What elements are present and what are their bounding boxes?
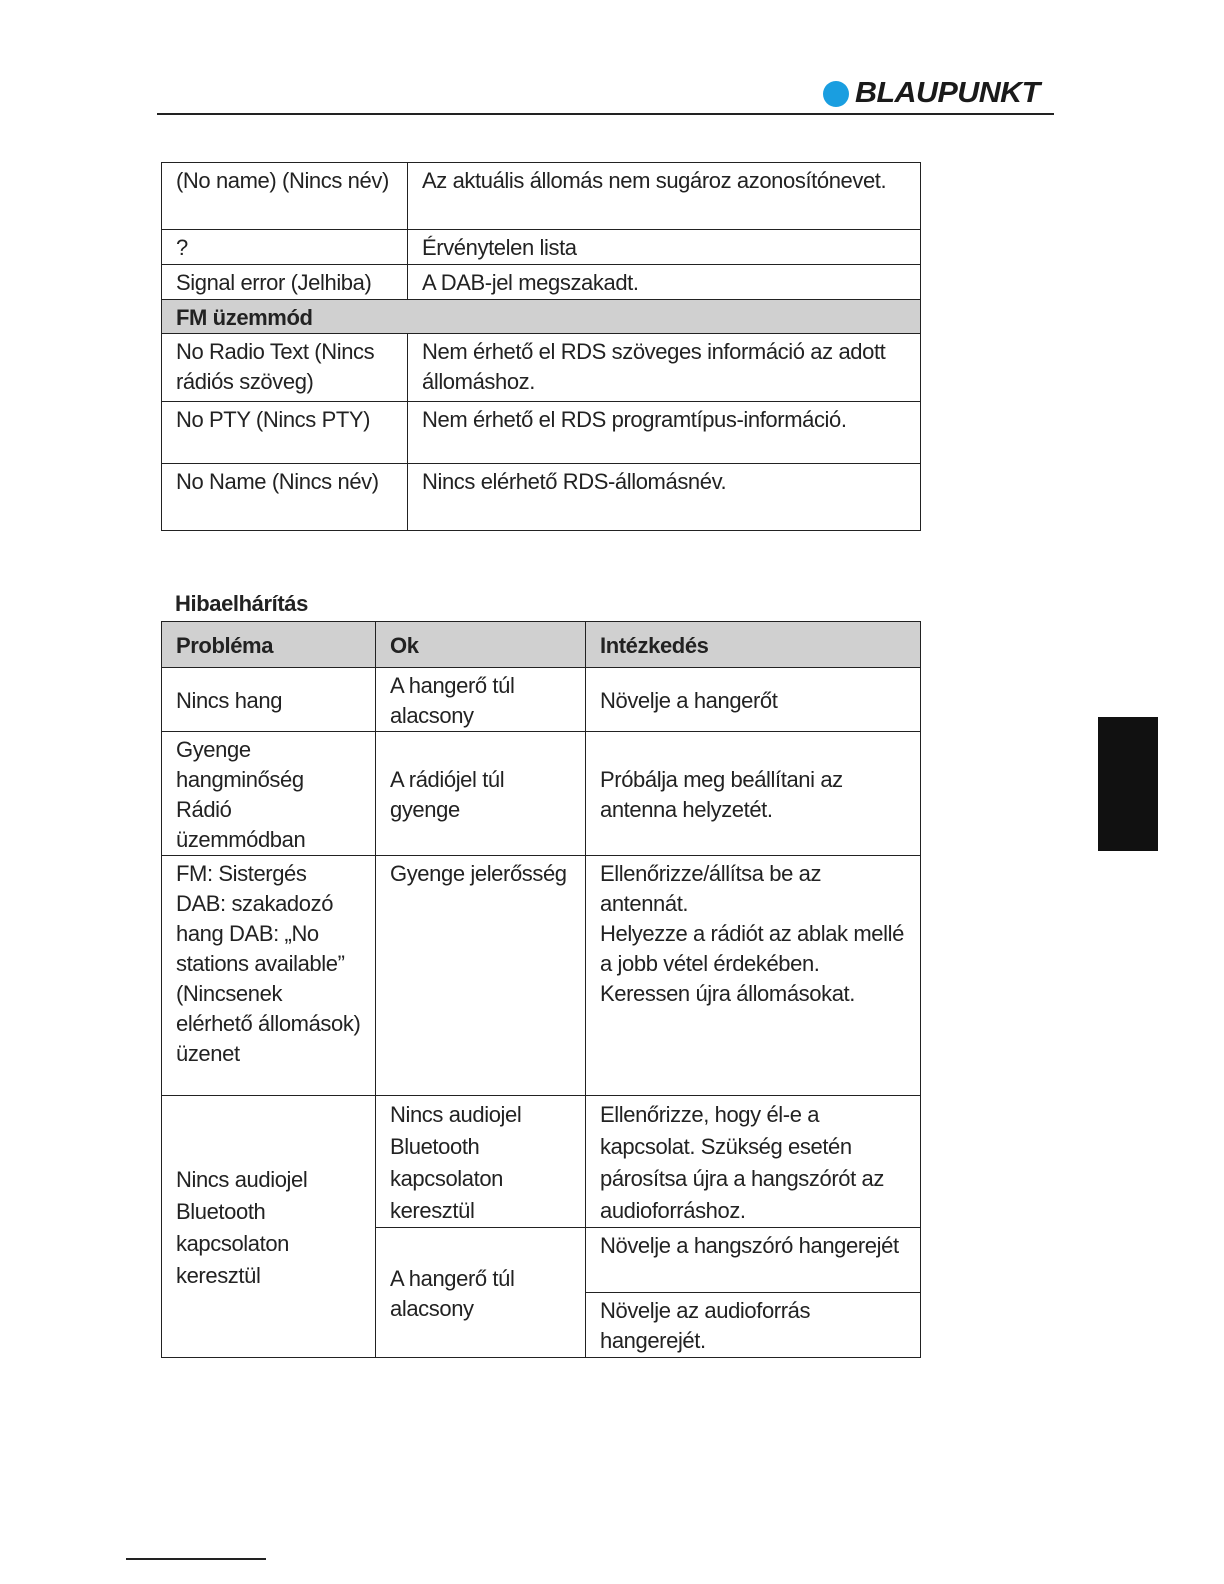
cause-cell: A hangerő túl alacsony bbox=[376, 668, 586, 732]
table-row bbox=[162, 464, 921, 531]
section-header: FM üzemmód bbox=[162, 300, 921, 334]
header-problem: Probléma bbox=[162, 622, 376, 668]
language-tab-marker bbox=[1098, 717, 1158, 851]
table-row bbox=[162, 1096, 921, 1228]
cause-cell: Gyenge jelerősség bbox=[376, 856, 586, 1096]
troubleshooting-table bbox=[161, 621, 921, 1358]
problem-cell: Nincs hang bbox=[162, 668, 376, 732]
messages-table bbox=[161, 162, 921, 531]
blaupunkt-logo bbox=[823, 77, 1040, 110]
action-cell: Növelje a hangerőt bbox=[586, 668, 921, 732]
message-cell: ? bbox=[162, 230, 408, 265]
problem-cell: FM: Sistergés DAB: szakadozó hang DAB: „No stations available” (Nincsenek elérhető állomások) üzenet bbox=[162, 856, 376, 1096]
logo-dot-icon bbox=[823, 81, 849, 107]
troubleshooting-title: Hibaelhárítás bbox=[175, 591, 308, 616]
problem-cell: Gyenge hangminőség Rádió üzemmódban bbox=[162, 732, 376, 856]
message-cell: No Radio Text (Nincs rádiós szöveg) bbox=[162, 334, 408, 402]
header-action: Intézkedés bbox=[586, 622, 921, 668]
cause-cell: Nincs audiojel Bluetooth kapcsolaton keresztül bbox=[376, 1096, 586, 1228]
message-cell: No Name (Nincs név) bbox=[162, 464, 408, 531]
table-row bbox=[162, 732, 921, 856]
table-row bbox=[162, 668, 921, 732]
meaning-cell: Az aktuális állomás nem sugároz azonosítónevet. bbox=[408, 163, 921, 230]
table-row bbox=[162, 402, 921, 464]
table-row bbox=[162, 856, 921, 1096]
header-row bbox=[162, 622, 921, 668]
table-row bbox=[162, 265, 921, 300]
table-row bbox=[162, 334, 921, 402]
problem-cell: Nincs audiojel Bluetooth kapcsolaton keresztül bbox=[162, 1096, 376, 1358]
meaning-cell: Nem érhető el RDS szöveges információ az adott állomáshoz. bbox=[408, 334, 921, 402]
brand-name: BLAUPUNKT bbox=[855, 77, 1040, 109]
action-cell: Növelje az audioforrás hangerejét. bbox=[586, 1293, 921, 1358]
header-rule bbox=[157, 113, 1054, 115]
message-cell: (No name) (Nincs név) bbox=[162, 163, 408, 230]
message-cell: No PTY (Nincs PTY) bbox=[162, 402, 408, 464]
footer-rule bbox=[126, 1558, 266, 1560]
meaning-cell: A DAB-jel megszakadt. bbox=[408, 265, 921, 300]
action-cell: Ellenőrizze/állítsa be az antennát. Helyezze a rádiót az ablak mellé a jobb vétel érdekében. Keressen újra állomásokat. bbox=[586, 856, 921, 1096]
message-cell: Signal error (Jelhiba) bbox=[162, 265, 408, 300]
meaning-cell: Nincs elérhető RDS-állomásnév. bbox=[408, 464, 921, 531]
header-cause: Ok bbox=[376, 622, 586, 668]
meaning-cell: Érvénytelen lista bbox=[408, 230, 921, 265]
action-cell: Próbálja meg beállítani az antenna helyzetét. bbox=[586, 732, 921, 856]
table-row bbox=[162, 230, 921, 265]
table-row bbox=[162, 163, 921, 230]
meaning-cell: Nem érhető el RDS programtípus-információ. bbox=[408, 402, 921, 464]
section-row bbox=[162, 300, 921, 334]
action-cell: Növelje a hangszóró hangerejét bbox=[586, 1228, 921, 1293]
cause-cell: A hangerő túl alacsony bbox=[376, 1228, 586, 1358]
action-cell: Ellenőrizze, hogy él-e a kapcsolat. Szükség esetén párosítsa újra a hangszórót az audioforráshoz. bbox=[586, 1096, 921, 1228]
cause-cell: A rádiójel túl gyenge bbox=[376, 732, 586, 856]
